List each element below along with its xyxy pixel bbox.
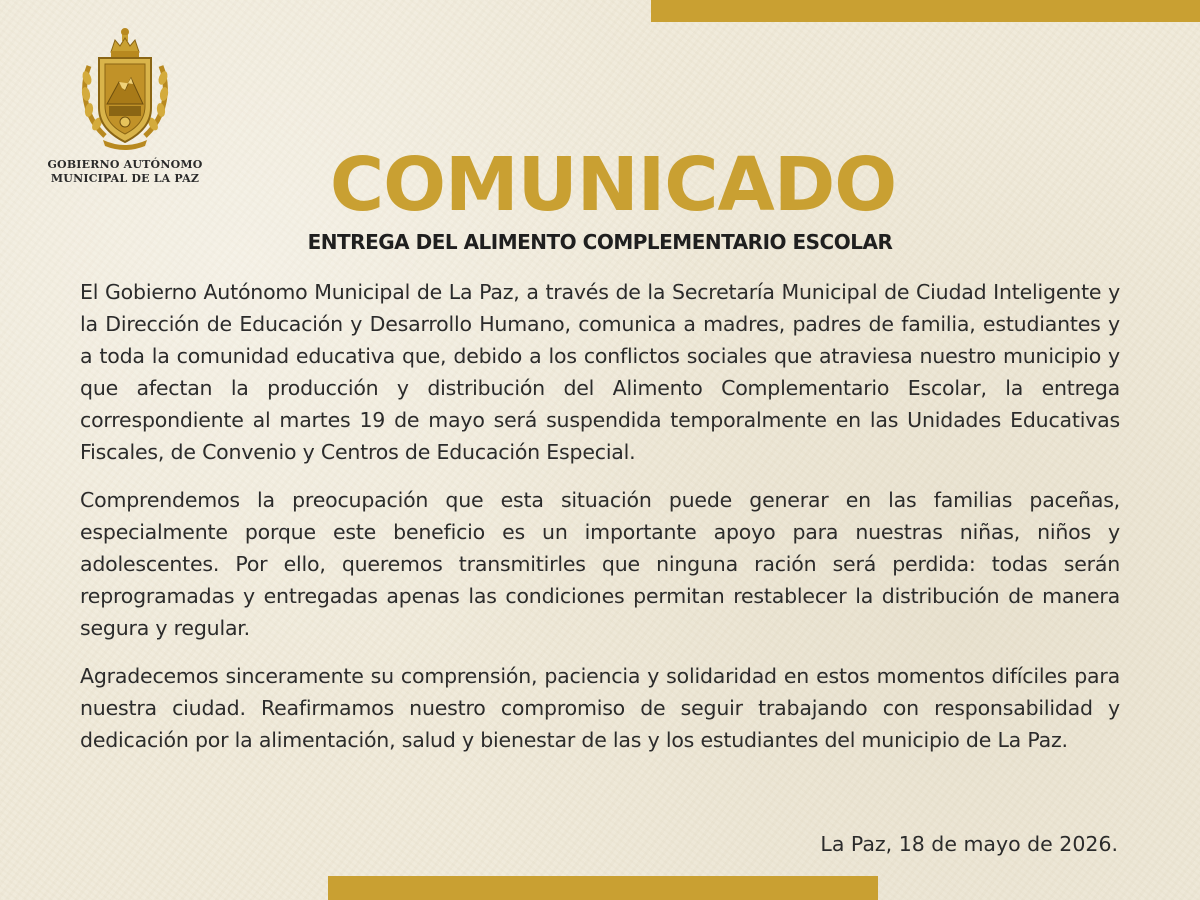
logo-caption-line2: MUNICIPAL DE LA PAZ: [50, 172, 200, 185]
date-line: La Paz, 18 de mayo de 2026.: [820, 832, 1118, 856]
logo-caption-line1: GOBIERNO AUTÓNOMO: [47, 158, 203, 171]
coat-of-arms-icon: [75, 26, 175, 156]
communique-body: [80, 276, 1120, 772]
paragraph-2: Comprendemos la preocupación que esta situación puede generar en las familias paceñas, especialmente porque este beneficio es un importante apoyo para nuestras niñas, niños y adolescentes. Por ello, queremos transmitirles que ninguna ración será perdida: todas serán reprogramadas y entregadas apenas las condiciones permitan restablecer la distribución de manera segura y regular.: [80, 488, 1120, 640]
page-subtitle: ENTREGA DEL ALIMENTO COMPLEMENTARIO ESCOLAR: [307, 230, 893, 254]
page-title: COMUNICADO: [329, 142, 897, 228]
paragraph-3: Agradecemos sinceramente su comprensión, paciencia y solidaridad en estos momentos difíciles para nuestra ciudad. Reafirmamos nuestro compromiso de seguir trabajando con responsabilidad y dedicación por la alimentación, salud y bienestar de las y los estudiantes del municipio de La Paz.: [80, 664, 1120, 752]
top-gold-bar: [651, 0, 1200, 22]
bottom-gold-bar: [328, 876, 878, 900]
paragraph-1: El Gobierno Autónomo Municipal de La Paz, a través de la Secretaría Municipal de Ciudad Inteligente y la Dirección de Educación y Desarrollo Humano, comunica a madres, padres de familia, estudiantes y a toda la comunidad educativa que, debido a los conflictos sociales que atraviesa nuestro municipio y que afectan la producción y distribución del Alimento Complementario Escolar, la entrega correspondiente al martes 19 de mayo será suspendida temporalmente en las Unidades Educativas Fiscales, de Convenio y Centros de Educación Especial.: [80, 280, 1120, 464]
